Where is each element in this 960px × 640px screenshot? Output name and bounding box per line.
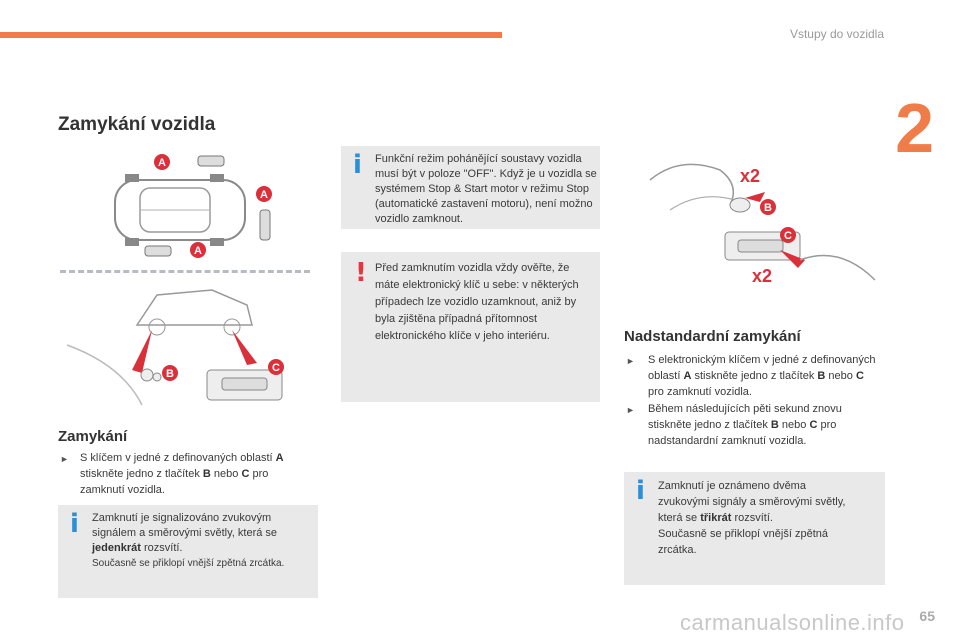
button-b-marker <box>162 365 178 381</box>
button-b-marker <box>760 199 776 215</box>
info-box-powertrain: i Funkční režim pohánějící soustavy vozidla musí být v poloze "OFF". Když je u vozidla se systémem Stop & Start motor v režimu Stop (automatické zastavení motoru), není možno vozidlo zamknout. <box>341 146 600 229</box>
svg-text:C: C <box>272 362 280 374</box>
zone-a-marker <box>190 242 206 258</box>
info-icon: i <box>353 150 362 180</box>
nadstandard-title: Nadstandardní zamykání <box>624 328 801 345</box>
double-lock-figure <box>640 150 880 300</box>
svg-text:x2: x2 <box>752 266 773 286</box>
nadstandard-bullet-1: S elektronickým klíčem v jedné z definovaných oblastí A stiskněte jedno z tlačítek B nebo C pro zamknutí vozidla. <box>648 354 876 398</box>
info-box-double-lock: i Zamknutí je oznámeno dvěma zvukovými signály a směrovými světly, která se třikrát rozsvítí. Současně se přiklopí vnější zpětná zrcátka. <box>624 472 885 585</box>
watermark: carmanualsonline.info <box>680 610 905 635</box>
svg-text:C: C <box>784 230 792 242</box>
page-number: 65 <box>919 608 935 624</box>
section-title: Zamykání vozidla <box>58 114 216 135</box>
car-handles-figure <box>62 285 312 410</box>
svg-text:A: A <box>260 189 268 201</box>
svg-text:x2: x2 <box>740 166 761 186</box>
info-icon: i <box>70 509 79 539</box>
button-c-marker <box>780 227 796 243</box>
info-box-single-lock: i Zamknutí je signalizováno zvukovým signálem a směrovými světly, která se jedenkrát rozsvítí. Současně se přiklopí vnější zpětná zrcátka. <box>58 505 318 598</box>
chapter-number: 2 <box>895 89 934 167</box>
top-accent-bar <box>0 32 502 38</box>
bullet-arrow-icon: ► <box>60 454 69 464</box>
zone-a-marker <box>256 186 272 202</box>
zamykani-title: Zamykání <box>58 428 128 445</box>
zamykani-text: S klíčem v jedné z definovaných oblastí A stiskněte jedno z tlačítek B nebo C pro zamknutí vozidla. <box>80 452 284 496</box>
svg-text:B: B <box>166 368 174 380</box>
zone-a-marker <box>154 154 170 170</box>
svg-text:A: A <box>194 245 202 257</box>
figure-divider <box>60 270 310 273</box>
warning-icon: ! <box>355 258 367 288</box>
warning-box-key: ! Před zamknutím vozidla vždy ověřte, že máte elektronický klíč u sebe: v některých případech lze vozidlo uzamknout, aniž by byla zjištěna případná přítomnost elektronického klíče v jeho interiéru. <box>341 252 600 402</box>
info-icon: i <box>636 476 645 506</box>
chapter-title: Vstupy do vozidla <box>789 27 884 41</box>
svg-text:A: A <box>158 157 166 169</box>
car-top-view-figure <box>100 150 300 270</box>
svg-text:B: B <box>764 202 772 214</box>
bullet-arrow-icon: ► <box>626 405 635 415</box>
bullet-arrow-icon: ► <box>626 356 635 366</box>
button-c-marker <box>268 359 284 375</box>
nadstandard-bullet-2: Během následujících pěti sekund znovu stiskněte jedno z tlačítek B nebo C pro nadstandardní zamknutí vozidla. <box>648 403 842 447</box>
